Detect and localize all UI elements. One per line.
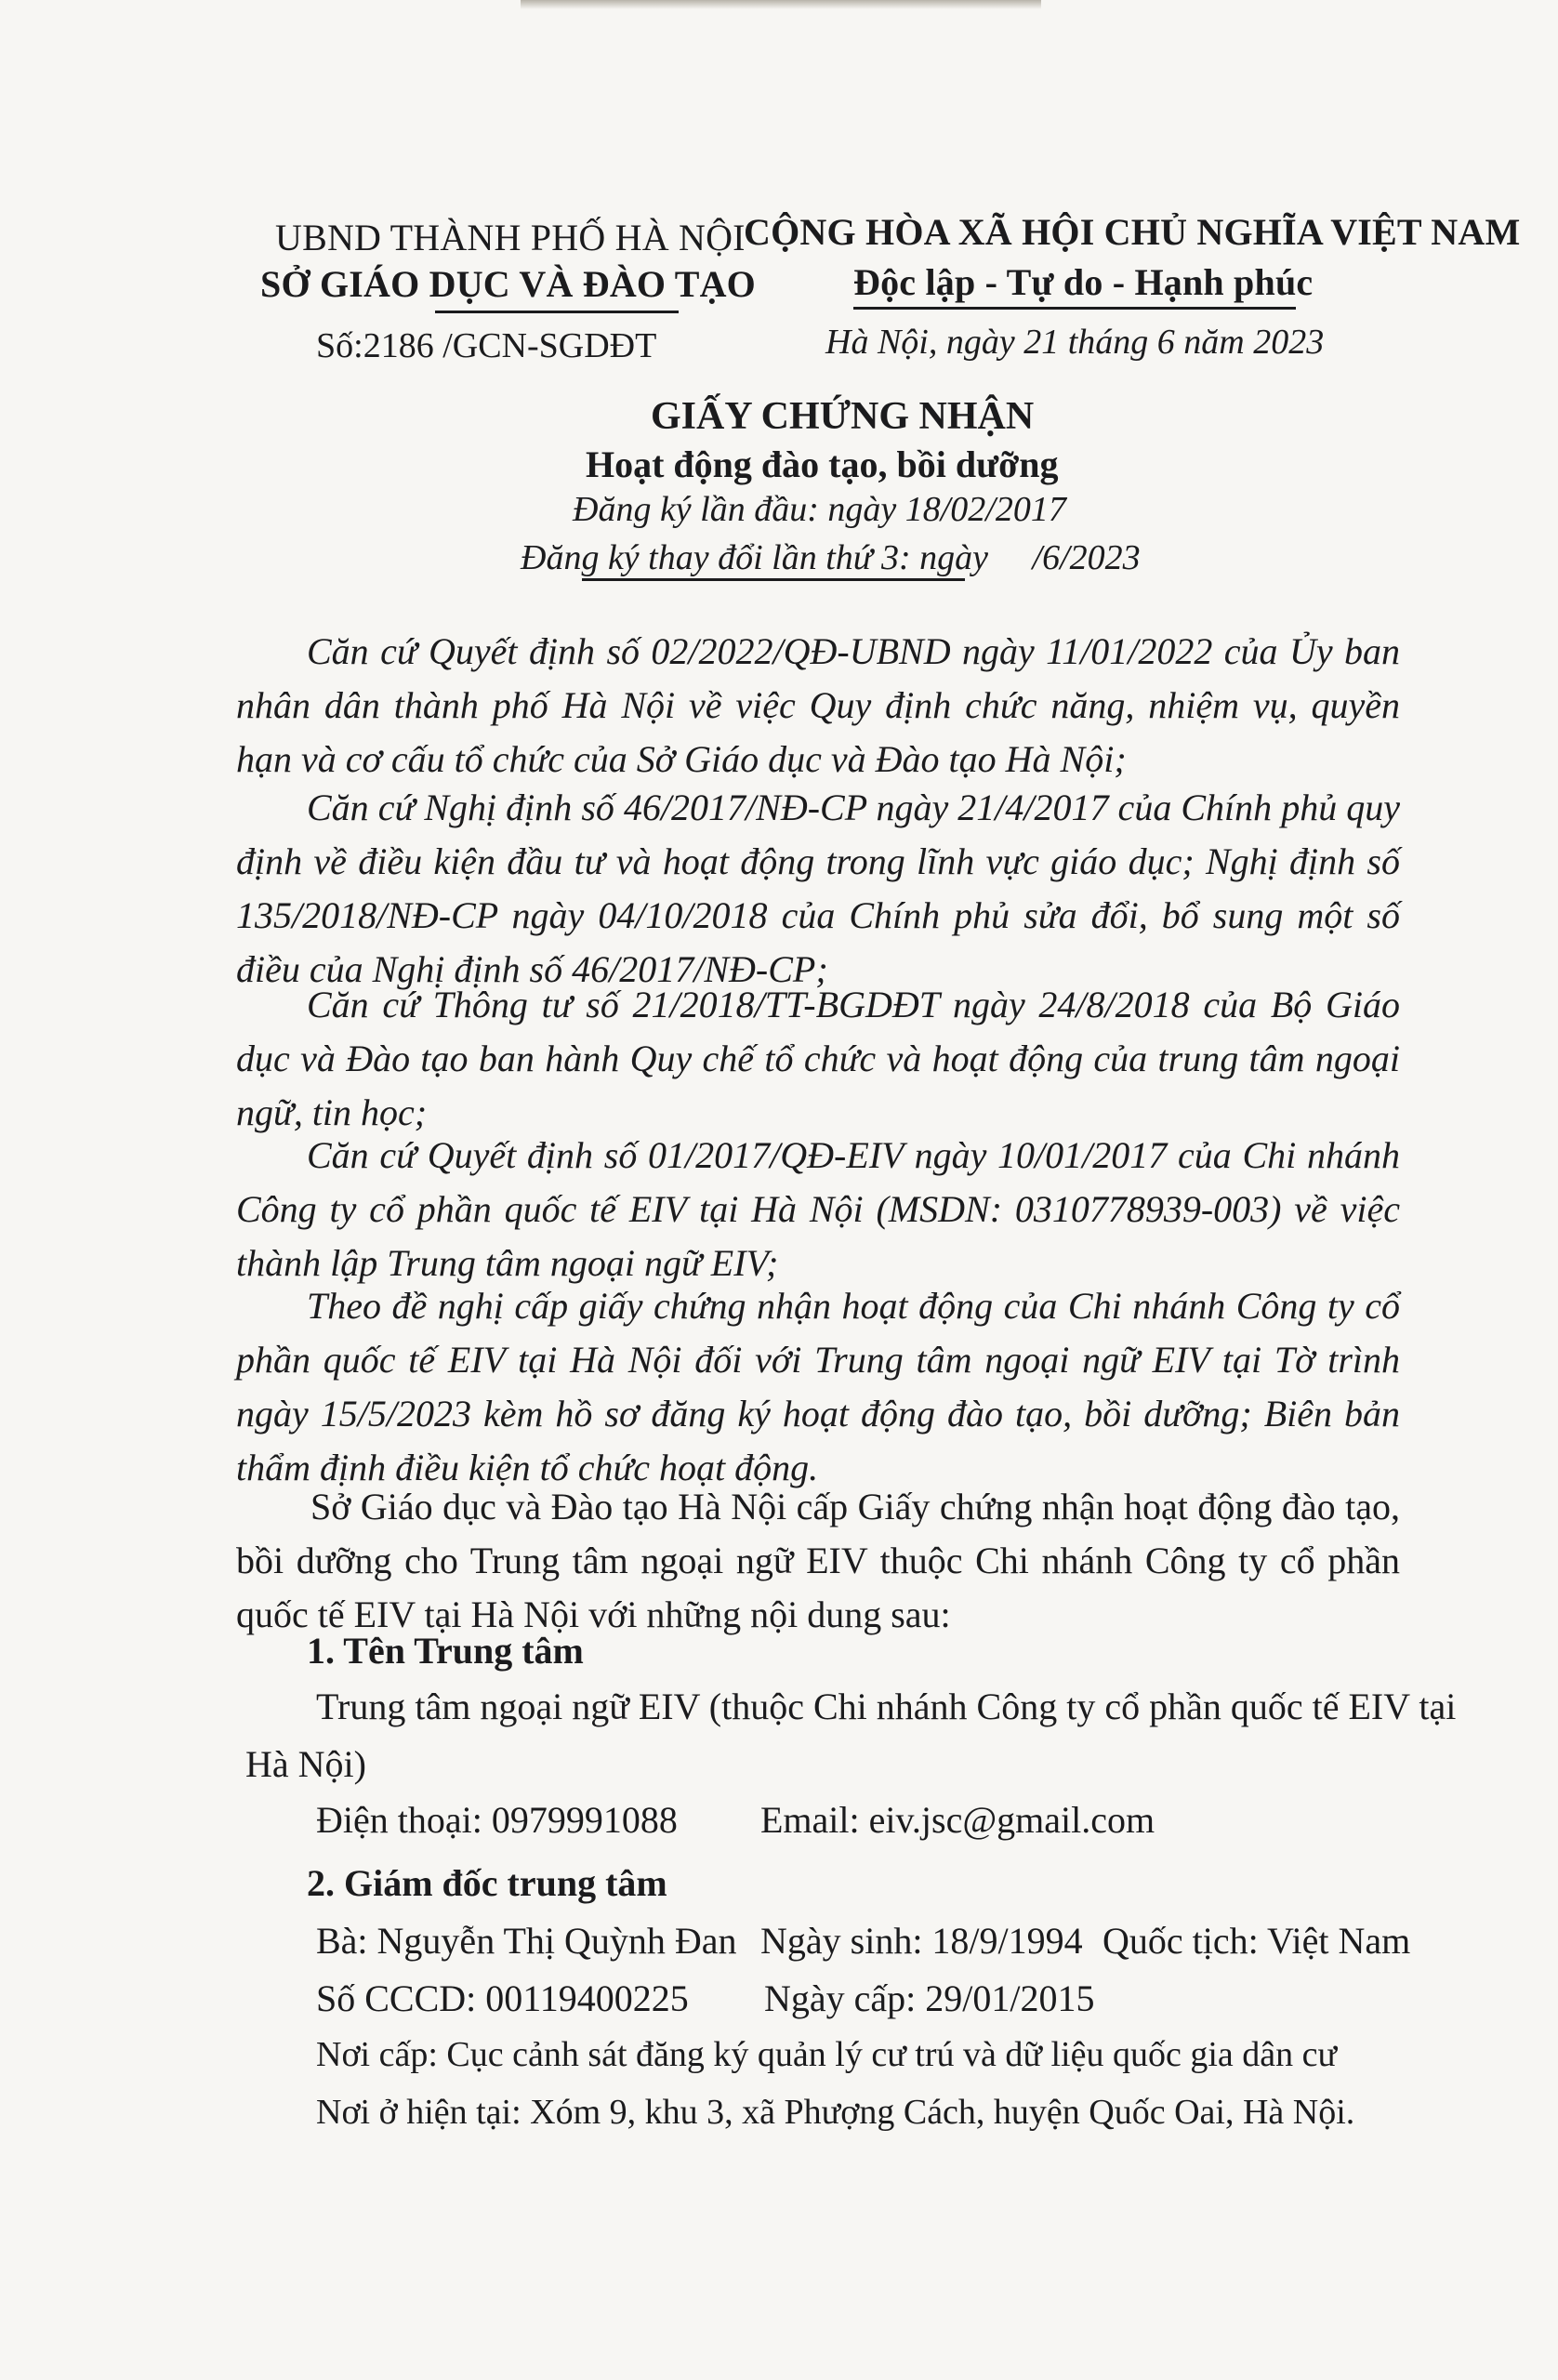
- director-id-issue-date: Ngày cấp: 29/01/2015: [764, 1977, 1095, 2019]
- legal-basis-paragraph: Căn cứ Quyết định số 01/2017/QĐ-EIV ngày 10/01/2017 của Chi nhánh Công ty cổ phần quốc tế EIV tại Hà Nội (MSDN: 0310778939-003) về việc thành lập Trung tâm ngoại ngữ EIV;: [236, 1134, 1400, 1284]
- change-registration: Đăng ký thay đổi lần thứ 3: ngày /6/2023: [521, 538, 1141, 577]
- left-header-underline: [435, 311, 679, 313]
- director-id-number: Số CCCD: 00119400225: [316, 1977, 689, 2019]
- certificate-subtitle: Hoạt động đào tạo, bồi dưỡng: [586, 443, 1059, 485]
- title-underline: [582, 578, 965, 581]
- section-heading-director: 2. Giám đốc trung tâm: [307, 1862, 667, 1904]
- center-email: Email: eiv.jsc@gmail.com: [760, 1799, 1155, 1841]
- director-id-issue-place: Nơi cấp: Cục cảnh sát đăng ký quản lý cư trú và dữ liệu quốc gia dân cư: [316, 2035, 1338, 2074]
- section-heading-center-name: 1. Tên Trung tâm: [307, 1630, 584, 1672]
- issuing-department: SỞ GIÁO DỤC VÀ ĐÀO TẠO: [260, 263, 756, 305]
- director-dob: Ngày sinh: 18/9/1994: [760, 1920, 1083, 1962]
- national-motto: Độc lập - Tự do - Hạnh phúc: [853, 261, 1314, 303]
- legal-basis-paragraph: Căn cứ Thông tư số 21/2018/TT-BGDĐT ngày 24/8/2018 của Bộ Giáo dục và Đào tạo ban hành Quy chế tổ chức và hoạt động của trung tâm ngoại ngữ, tin học;: [236, 984, 1400, 1133]
- director-name: Bà: Nguyễn Thị Quỳnh Đan: [316, 1920, 737, 1962]
- motto-underline: [853, 307, 1296, 310]
- document-date: Hà Nội, ngày 21 tháng 6 năm 2023: [825, 323, 1325, 362]
- certificate-title: GIẤY CHỨNG NHẬN: [651, 395, 1035, 438]
- center-name-line2: Hà Nội): [245, 1743, 366, 1785]
- center-name-line1: Trung tâm ngoại ngữ EIV (thuộc Chi nhánh Công ty cổ phần quốc tế EIV tại: [316, 1686, 1457, 1727]
- center-phone: Điện thoại: 0979991088: [316, 1799, 678, 1841]
- issuing-authority: UBND THÀNH PHỐ HÀ NỘI: [275, 217, 746, 258]
- first-registration: Đăng ký lần đầu: ngày 18/02/2017: [573, 490, 1066, 529]
- legal-basis-paragraph: Theo đề nghị cấp giấy chứng nhận hoạt động của Chi nhánh Công ty cổ phần quốc tế EIV tại Hà Nội đối với Trung tâm ngoại ngữ EIV tại Tờ trình ngày 15/5/2023 kèm hồ sơ đăng ký hoạt động đào tạo, bồi dưỡng; Biên bản thẩm định điều kiện tổ chức hoạt động.: [236, 1285, 1400, 1488]
- certification-intro: Sở Giáo dục và Đào tạo Hà Nội cấp Giấy chứng nhận hoạt động đào tạo, bồi dưỡng cho Trung tâm ngoại ngữ EIV thuộc Chi nhánh Công ty cổ phần quốc tế EIV tại Hà Nội với những nội dung sau:: [236, 1486, 1400, 1635]
- legal-basis-paragraph: Căn cứ Quyết định số 02/2022/QĐ-UBND ngày 11/01/2022 của Ủy ban nhân dân thành phố Hà Nội về việc Quy định chức năng, nhiệm vụ, quyền hạn và cơ cấu tổ chức của Sở Giáo dục và Đào tạo Hà Nội;: [236, 630, 1400, 780]
- national-title: CỘNG HÒA XÃ HỘI CHỦ NGHĨA VIỆT NAM: [744, 211, 1521, 253]
- director-nationality: Quốc tịch: Việt Nam: [1102, 1920, 1411, 1962]
- document-number: Số:2186 /GCN-SGDĐT: [316, 326, 657, 365]
- director-residence: Nơi ở hiện tại: Xóm 9, khu 3, xã Phượng Cách, huyện Quốc Oai, Hà Nội.: [316, 2093, 1355, 2132]
- page-top-shadow: [521, 0, 1041, 9]
- legal-basis-paragraph: Căn cứ Nghị định số 46/2017/NĐ-CP ngày 21/4/2017 của Chính phủ quy định về điều kiện đầu tư và hoạt động trong lĩnh vực giáo dục; Nghị định số 135/2018/NĐ-CP ngày 04/10/2018 của Chính phủ sửa đổi, bổ sung một số điều của Nghị định số 46/2017/NĐ-CP;: [236, 787, 1400, 990]
